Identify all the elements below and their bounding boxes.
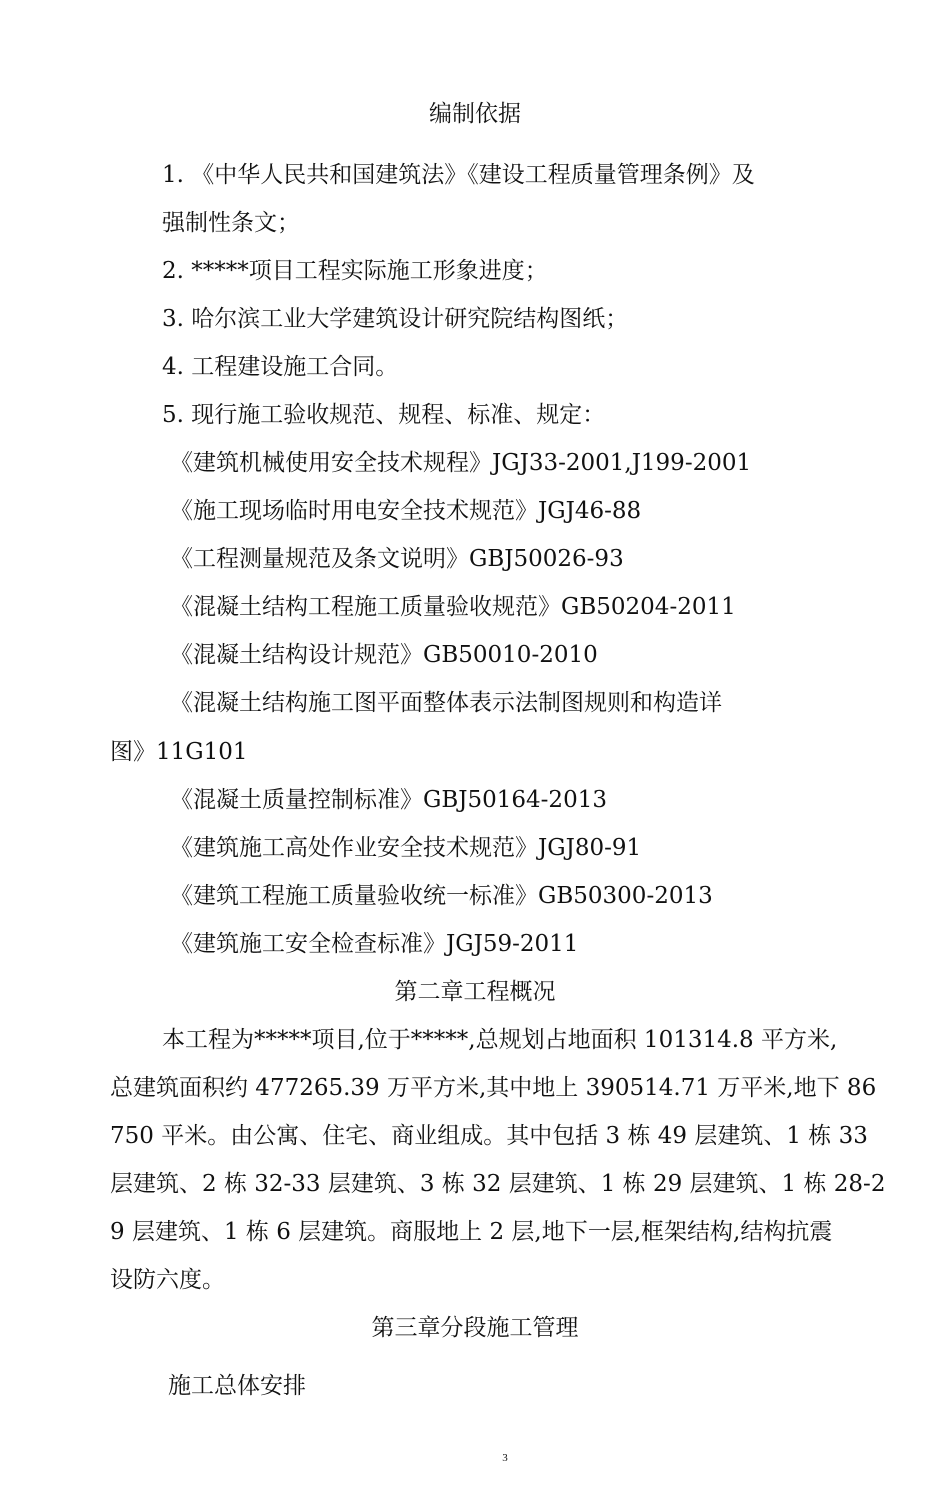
standard-item: 《工程测量规范及条文说明》GBJ50026-93 [170, 546, 624, 572]
overview-line: 总建筑面积约 477265.39 万平方米,其中地上 390514.71 万平米,地下 86 [110, 1075, 877, 1101]
basis-item-2: 2. *****项目工程实际施工形象进度； [162, 258, 548, 284]
overview-line: 设防六度。 [110, 1267, 225, 1293]
standard-item: 《建筑机械使用安全技术规程》JGJ33-2001,J199-2001 [170, 450, 752, 476]
page-number: 3 [502, 1452, 508, 1464]
basis-item-1-cont: 强制性条文； [162, 210, 300, 236]
basis-item-5: 5. 现行施工验收规范、规程、标准、规定： [162, 402, 606, 428]
section-title-basis: 编制依据 [429, 101, 521, 127]
standard-item: 《混凝土结构设计规范》GB50010-2010 [170, 642, 598, 668]
section-title-chapter3: 第三章分段施工管理 [371, 1315, 579, 1341]
standard-item: 《建筑施工安全检查标准》JGJ59-2011 [170, 931, 579, 957]
basis-item-4: 4. 工程建设施工合同。 [162, 354, 399, 380]
standard-item: 《混凝土结构施工图平面整体表示法制图规则和构造详 [170, 690, 722, 716]
subsection-title: 施工总体安排 [168, 1373, 306, 1399]
overview-line: 本工程为*****项目,位于*****,总规划占地面积 101314.8 平方米, [162, 1027, 838, 1053]
section-title-chapter2: 第二章工程概况 [394, 979, 556, 1005]
standard-item-cont: 图》11G101 [110, 739, 248, 765]
overview-line: 750 平米。由公寓、住宅、商业组成。其中包括 3 栋 49 层建筑、1 栋 33 [110, 1123, 868, 1149]
standard-item: 《混凝土质量控制标准》GBJ50164-2013 [170, 787, 607, 813]
standard-item: 《建筑工程施工质量验收统一标准》GB50300-2013 [170, 883, 713, 909]
basis-item-3: 3. 哈尔滨工业大学建筑设计研究院结构图纸； [162, 306, 629, 332]
standard-item: 《建筑施工高处作业安全技术规范》JGJ80-91 [170, 835, 642, 861]
standard-item: 《混凝土结构工程施工质量验收规范》GB50204-2011 [170, 594, 736, 620]
standard-item: 《施工现场临时用电安全技术规范》JGJ46-88 [170, 498, 642, 524]
overview-line: 层建筑、2 栋 32-33 层建筑、3 栋 32 层建筑、1 栋 29 层建筑、1 栋 28-2 [110, 1171, 886, 1197]
overview-line: 9 层建筑、1 栋 6 层建筑。商服地上 2 层,地下一层,框架结构,结构抗震 [110, 1219, 833, 1245]
basis-item-1: 1. 《中华人民共和国建筑法》《建设工程质量管理条例》及 [162, 162, 755, 188]
